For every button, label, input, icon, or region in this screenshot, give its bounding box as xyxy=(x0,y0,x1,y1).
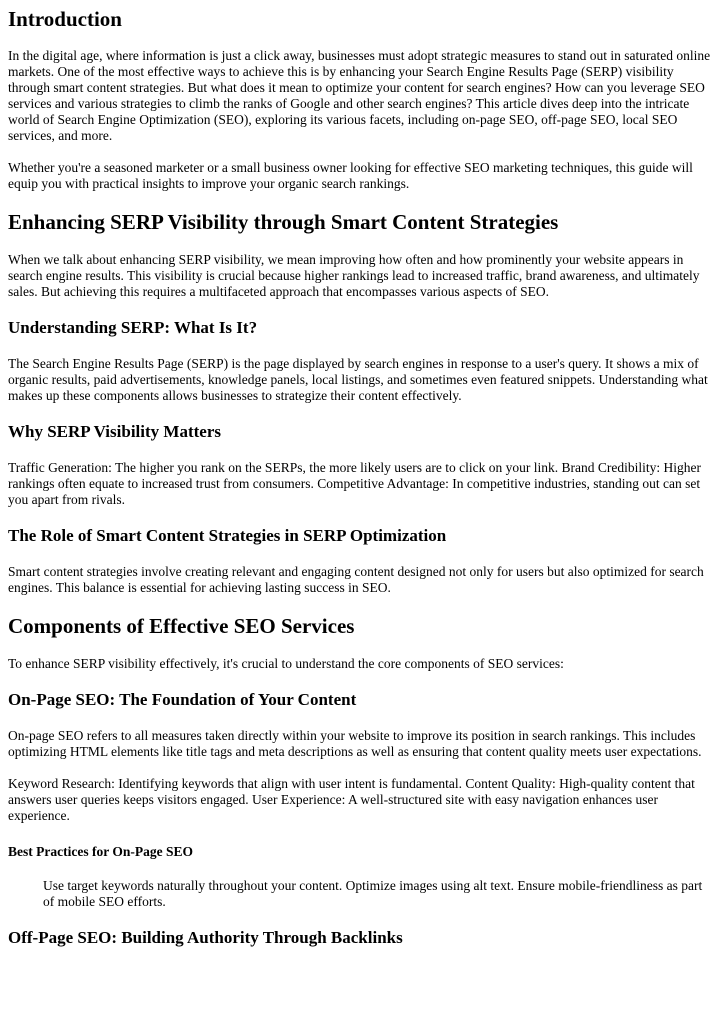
onpage-seo-paragraph: On-page SEO refers to all measures taken directly within your website to improve its position in search rankings. This includes optimizing HTML elements like title tags and meta descriptions as well as ensuring that content quality meets user expectations. xyxy=(8,728,702,759)
introduction-paragraph: In the digital age, where information is just a click away, businesses must adopt strategic measures to stand out in saturated online markets. One of the most effective ways to achieve this is by enhancing your Search Engine Results Page (SERP) visibility through smart content strategies. But what does it mean to optimize your content for search engines? How can you leverage SEO services and various strategies to climb the ranks of Google and other search engines? This article dives deep into the intricate world of Search Engine Optimization (SEO), exploring its various facets, including on-page SEO, off-page SEO, local SEO services, and more. xyxy=(8,48,711,143)
serp-visibility-paragraph: When we talk about enhancing SERP visibility, we mean improving how often and how prominently your website appears in search engine results. This visibility is crucial because higher rankings lead to increased traffic, brand awareness, and ultimately sales. But achieving this requires a multifaceted approach that encompasses various aspects of SEO. xyxy=(8,252,700,299)
introduction-paragraph: Whether you're a seasoned marketer or a small business owner looking for effective SEO marketing techniques, this guide will equip you with practical insights to improve your organic search rankings. xyxy=(8,160,693,191)
understanding-serp-paragraph: The Search Engine Results Page (SERP) is the page displayed by search engines in response to a user's query. It shows a mix of organic results, paid advertisements, knowledge panels, local listings, and sometimes even featured snippets. Understanding what makes up these components allows businesses to strategize their content effectively. xyxy=(8,356,708,403)
why-serp-paragraph: Traffic Generation: The higher you rank on the SERPs, the more likely users are to click on your link. Brand Credibility: Higher rankings often equate to increased trust from consumers. Competitive Advantage: In competitive industries, standing out can set you apart from rivals. xyxy=(8,460,701,507)
components-heading: Components of Effective SEO Services xyxy=(8,614,355,638)
best-practices-quote: Use target keywords naturally throughout your content. Optimize images using alt text. Ensure mobile-friendliness as part of mobile SEO efforts. xyxy=(43,878,703,909)
role-smart-content-paragraph: Smart content strategies involve creating relevant and engaging content designed not only for users but also optimized for search engines. This balance is essential for achieving lasting success in SEO. xyxy=(8,564,704,595)
onpage-seo-paragraph: Keyword Research: Identifying keywords that align with user intent is fundamental. Content Quality: High-quality content that answers user queries keeps visitors engaged. User Experience: A well-structured site with easy navigation enhances user experience. xyxy=(8,776,695,823)
serp-visibility-heading: Enhancing SERP Visibility through Smart Content Strategies xyxy=(8,210,559,234)
best-practices-heading: Best Practices for On-Page SEO xyxy=(8,844,193,859)
introduction-heading: Introduction xyxy=(8,7,122,31)
components-paragraph: To enhance SERP visibility effectively, it's crucial to understand the core components of SEO services: xyxy=(8,656,564,671)
onpage-seo-heading: On-Page SEO: The Foundation of Your Content xyxy=(8,690,357,709)
why-serp-heading: Why SERP Visibility Matters xyxy=(8,422,221,441)
understanding-serp-heading: Understanding SERP: What Is It? xyxy=(8,318,258,337)
offpage-seo-heading: Off-Page SEO: Building Authority Through Backlinks xyxy=(8,928,403,947)
role-smart-content-heading: The Role of Smart Content Strategies in SERP Optimization xyxy=(8,526,447,545)
